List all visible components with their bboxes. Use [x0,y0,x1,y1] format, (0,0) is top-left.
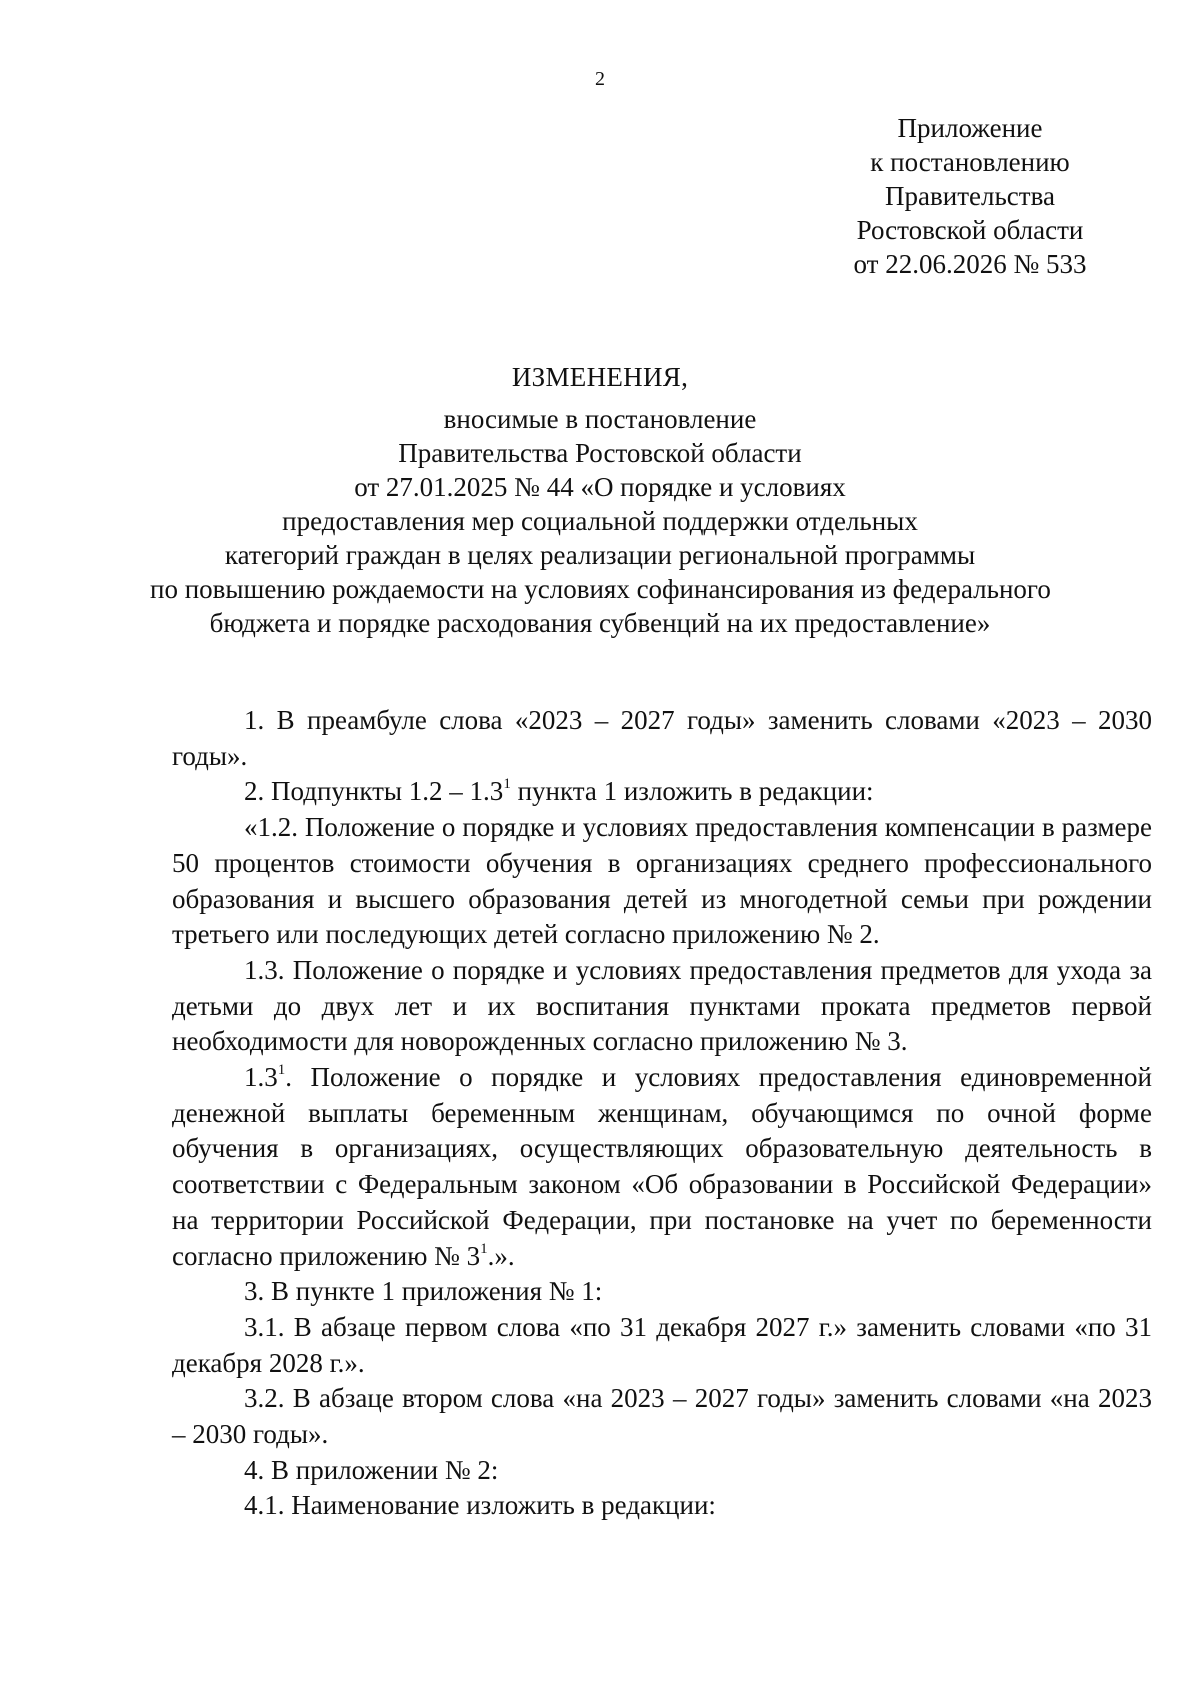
appendix-line: Приложение [897,113,1043,143]
document-subtitle-line: бюджета и порядке расходования субвенций на их предоставление» [209,608,991,638]
document-subtitle-line: предоставления мер социальной поддержки отдельных [282,506,918,536]
superscript: 1 [480,1240,488,1257]
paragraph-8: 3.2. В абзаце втором слова «на 2023 – 2027 годы» заменить словами «на 2023 – 2030 годы». [172,1383,1152,1450]
paragraph-5-text-a: 1.3 [244,1062,278,1093]
document-subtitle-line: от 27.01.2025 № 44 «О порядке и условиях [354,472,846,502]
superscript: 1 [277,1062,286,1079]
document-subtitle-line: категорий граждан в целях реализации региональной программы [224,540,976,570]
document-title: ИЗМЕНЕНИЯ, [511,362,689,392]
paragraph-5-text-b: . Положение о порядке и условиях предоставления единовременной денежной выплаты беременным женщинам, обучающимся по очной форме обучения в организациях, осуществляющих образовательную деятельность в соответствии с Федеральным законом «Об образовании в Российской Федерации» на территории Российской Федерации, при постановке на учет по беременности согласно приложению № 3 [172,1062,1152,1271]
paragraph-5-text-c: .». [487,1240,515,1271]
appendix-line: от 22.06.2026 № 533 [853,249,1087,279]
superscript: 1 [503,776,511,793]
paragraph-5 [172,1060,1152,1274]
paragraph-1: 1. В преамбуле слова «2023 – 2027 годы» заменить словами «2023 – 2030 годы». [172,705,1152,771]
appendix-line: к постановлению [870,147,1070,177]
paragraph-3: «1.2. Положение о порядке и условиях предоставления компенсации в размере 50 процентов стоимости обучения в организациях среднего профессионального образования и высшего образования детей из многодетной семьи при рождении третьего или последующих детей согласно приложению № 2. [172,812,1152,950]
paragraph-2-text-a: 2. Подпункты 1.2 – 1.3 [244,776,504,807]
document-body [172,703,1152,1524]
paragraph-9: 4. В приложении № 2: [244,1454,499,1485]
appendix-line: Ростовской области [856,215,1084,245]
appendix-line: Правительства [885,181,1055,211]
paragraph-10: 4.1. Наименование изложить в редакции: [244,1490,716,1521]
paragraph-4: 1.3. Положение о порядке и условиях предоставления предметов для ухода за детьми до двух лет и их воспитания пунктами проката предметов первой необходимости для новорожденных согласно приложению № 3. [172,954,1152,1057]
appendix-block [820,111,1120,281]
paragraph-2-text-b: пункта 1 изложить в редакции: [510,776,874,807]
page-number: 2 [595,68,605,90]
document-subtitle-line: по повышению рождаемости на условиях софинансирования из федерального [150,574,1051,604]
document-subtitle-line: вносимые в постановление [443,404,757,434]
paragraph-2 [172,774,1152,810]
document-subtitle-line: Правительства Ростовской области [398,438,802,468]
document-heading [150,360,1050,640]
paragraph-6: 3. В пункте 1 приложения № 1: [244,1276,603,1307]
paragraph-7: 3.1. В абзаце первом слова «по 31 декабря 2027 г.» заменить словами «по 31 декабря 2028 г.». [172,1311,1152,1378]
